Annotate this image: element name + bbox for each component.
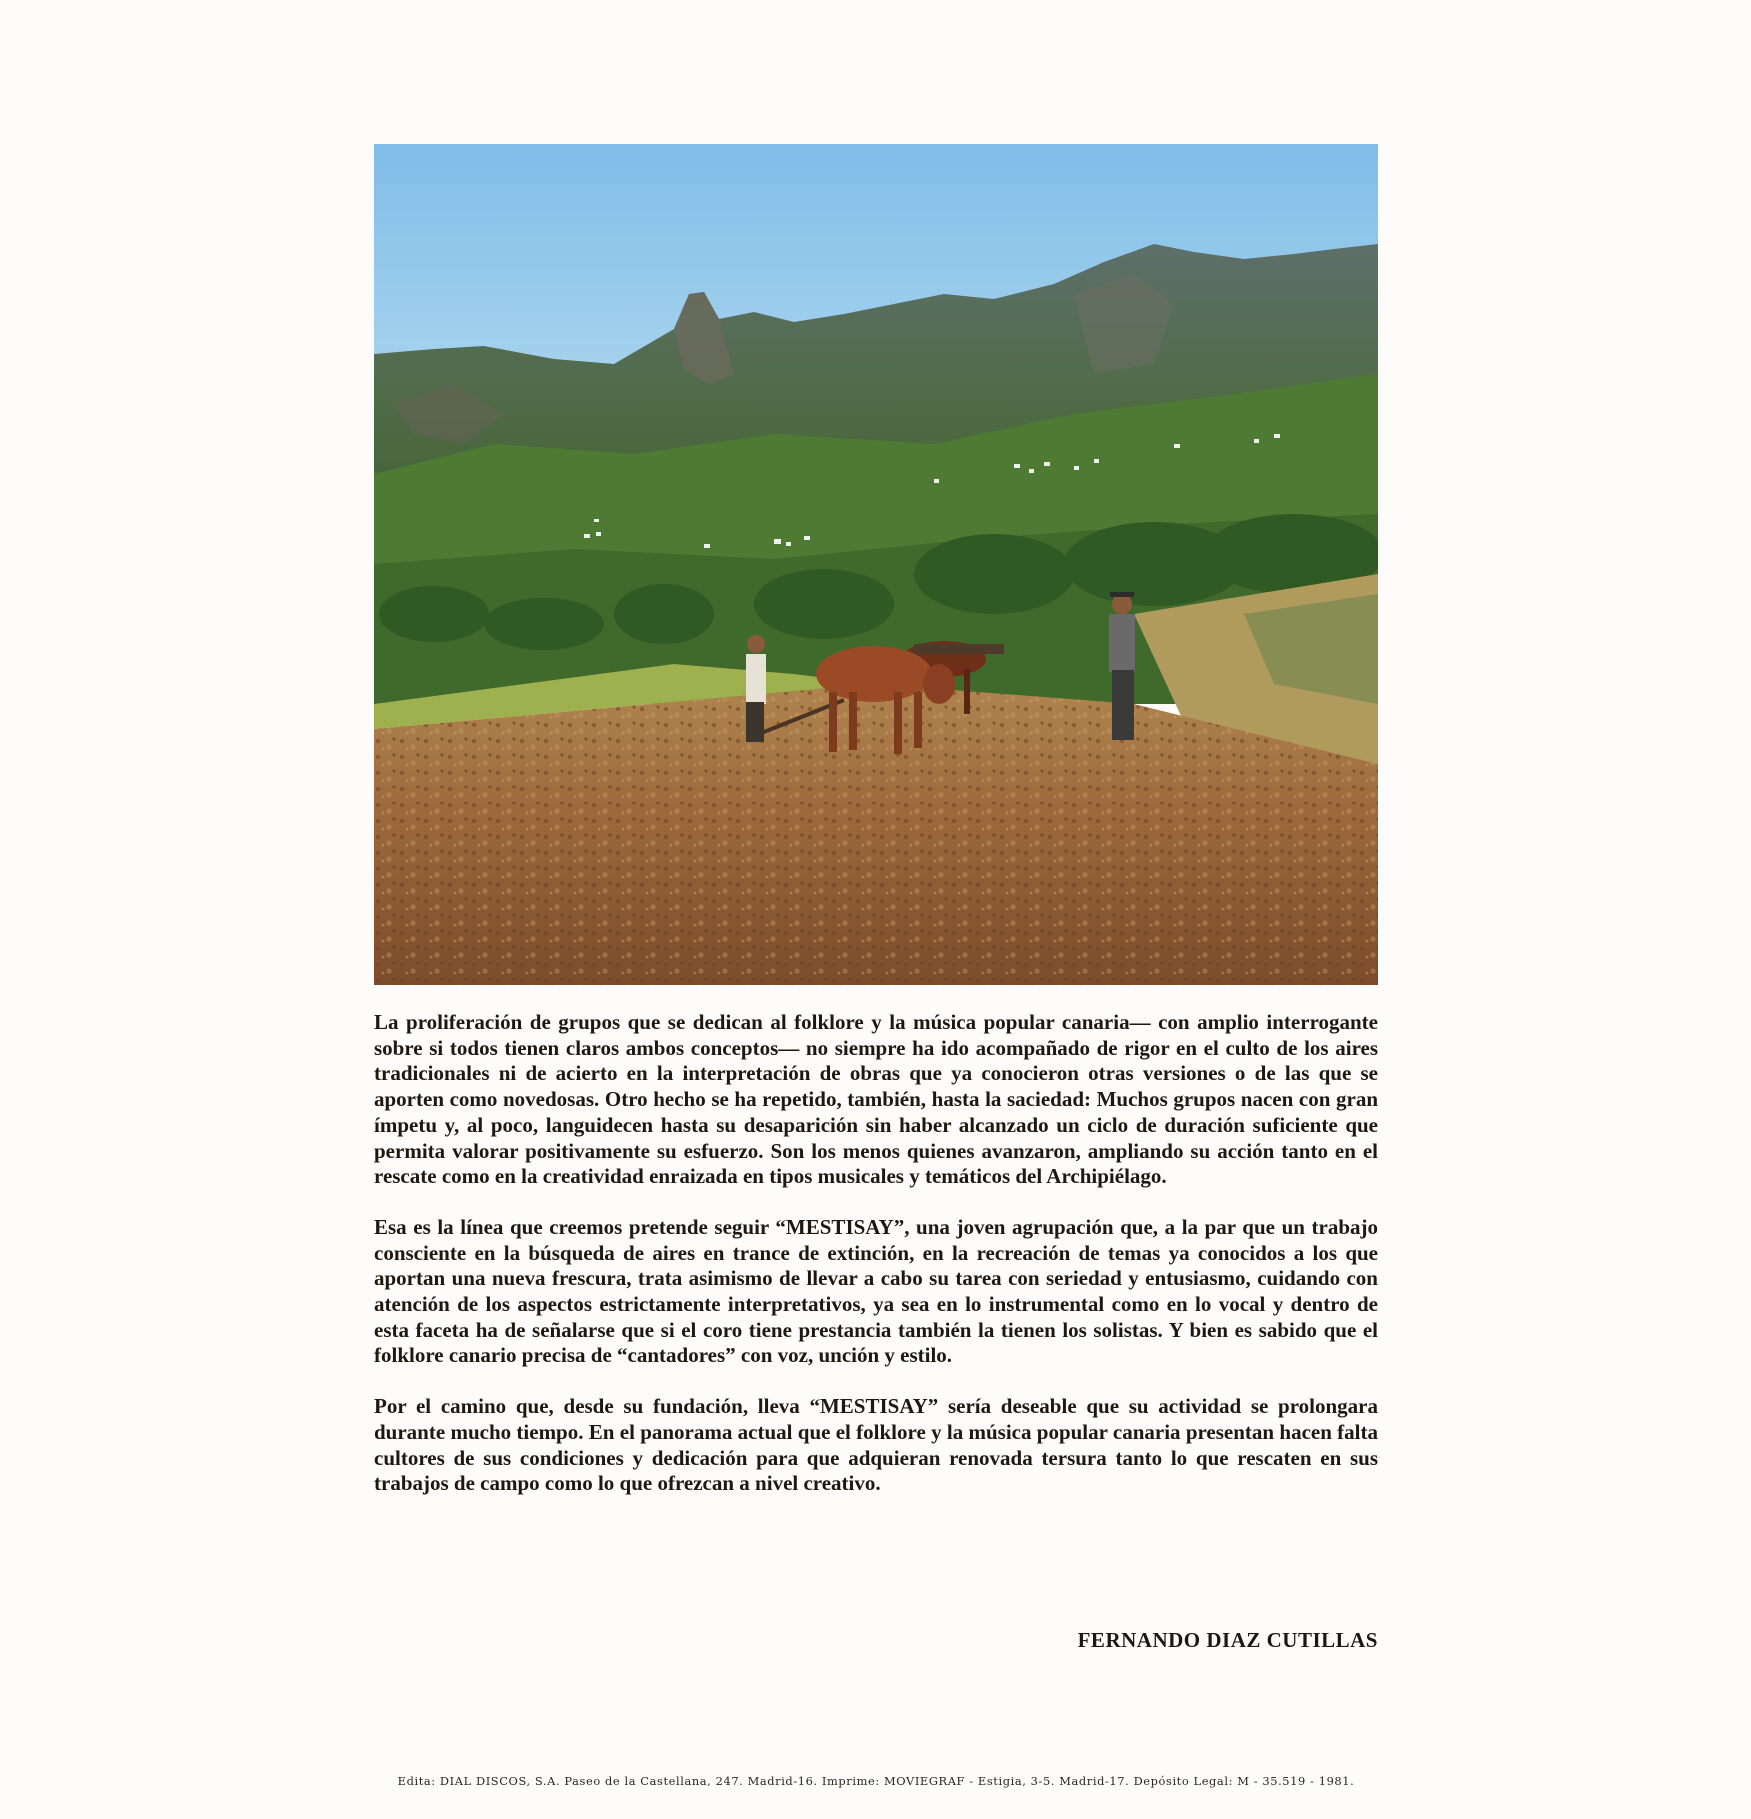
article-paragraph-3: Por el camino que, desde su fundación, lleva “MESTISAY” sería deseable que su actividad se prolongara durante mucho tiempo. En el panorama actual que el folklore y la música popular canaria presentan hacen falta cultores de sus condiciones y dedicación para que adquieran renovada tersura tanto lo que rescaten en sus trabajos de campo como lo que ofrezcan a nivel creativo.	[374, 1394, 1378, 1496]
article-body	[374, 1010, 1378, 1522]
article-paragraph-1: La proliferación de grupos que se dedican al folklore y la música popular canaria— con amplio interrogante sobre si todos tienen claros ambos conceptos— no siempre ha ido acompañado de rigor en el culto de los aires tradicionales ni de acierto en la interpretación de obras que ya conocieron otras versiones o de las que se aporten como novedosas. Otro hecho se ha repetido, también, hasta la saciedad: Muchos grupos nacen con gran ímpetu y, al poco, languidecen hasta su desaparición sin haber alcanzado un ciclo de duración suficiente que permita valorar positivamente su esfuerzo. Son los menos quienes avanzaron, ampliando su acción tanto en el rescate como en la creatividad enraizada en tipos musicales y temáticos del Archipiélago.	[374, 1010, 1378, 1189]
publisher-credits: Edita: DIAL DISCOS, S.A. Paseo de la Castellana, 247. Madrid-16. Imprime: MOVIEGRAF - Estigia, 3-5. Madrid-17. Depósito Legal: M - 35.519 - 1981.	[397, 1774, 1355, 1788]
landscape-photo-icon	[374, 144, 1378, 985]
author-signature: FERNANDO DIAZ CUTILLAS	[1077, 1628, 1378, 1652]
cover-photo	[374, 144, 1378, 985]
article-paragraph-2: Esa es la línea que creemos pretende seguir “MESTISAY”, una joven agrupación que, a la par que un trabajo consciente en la búsqueda de aires en trance de extinción, en la recreación de temas ya conocidos a los que aportan una nueva frescura, trata asimismo de llevar a cabo su tarea con seriedad y entusiasmo, cuidando con atención de los aspectos estrictamente interpretativos, ya sea en lo instrumental como en lo vocal y dentro de esta faceta ha de señalarse que si el coro tiene prestancia también la tienen los solistas. Y bien es sabido que el folklore canario precisa de “cantadores” con voz, unción y estilo.	[374, 1214, 1378, 1368]
